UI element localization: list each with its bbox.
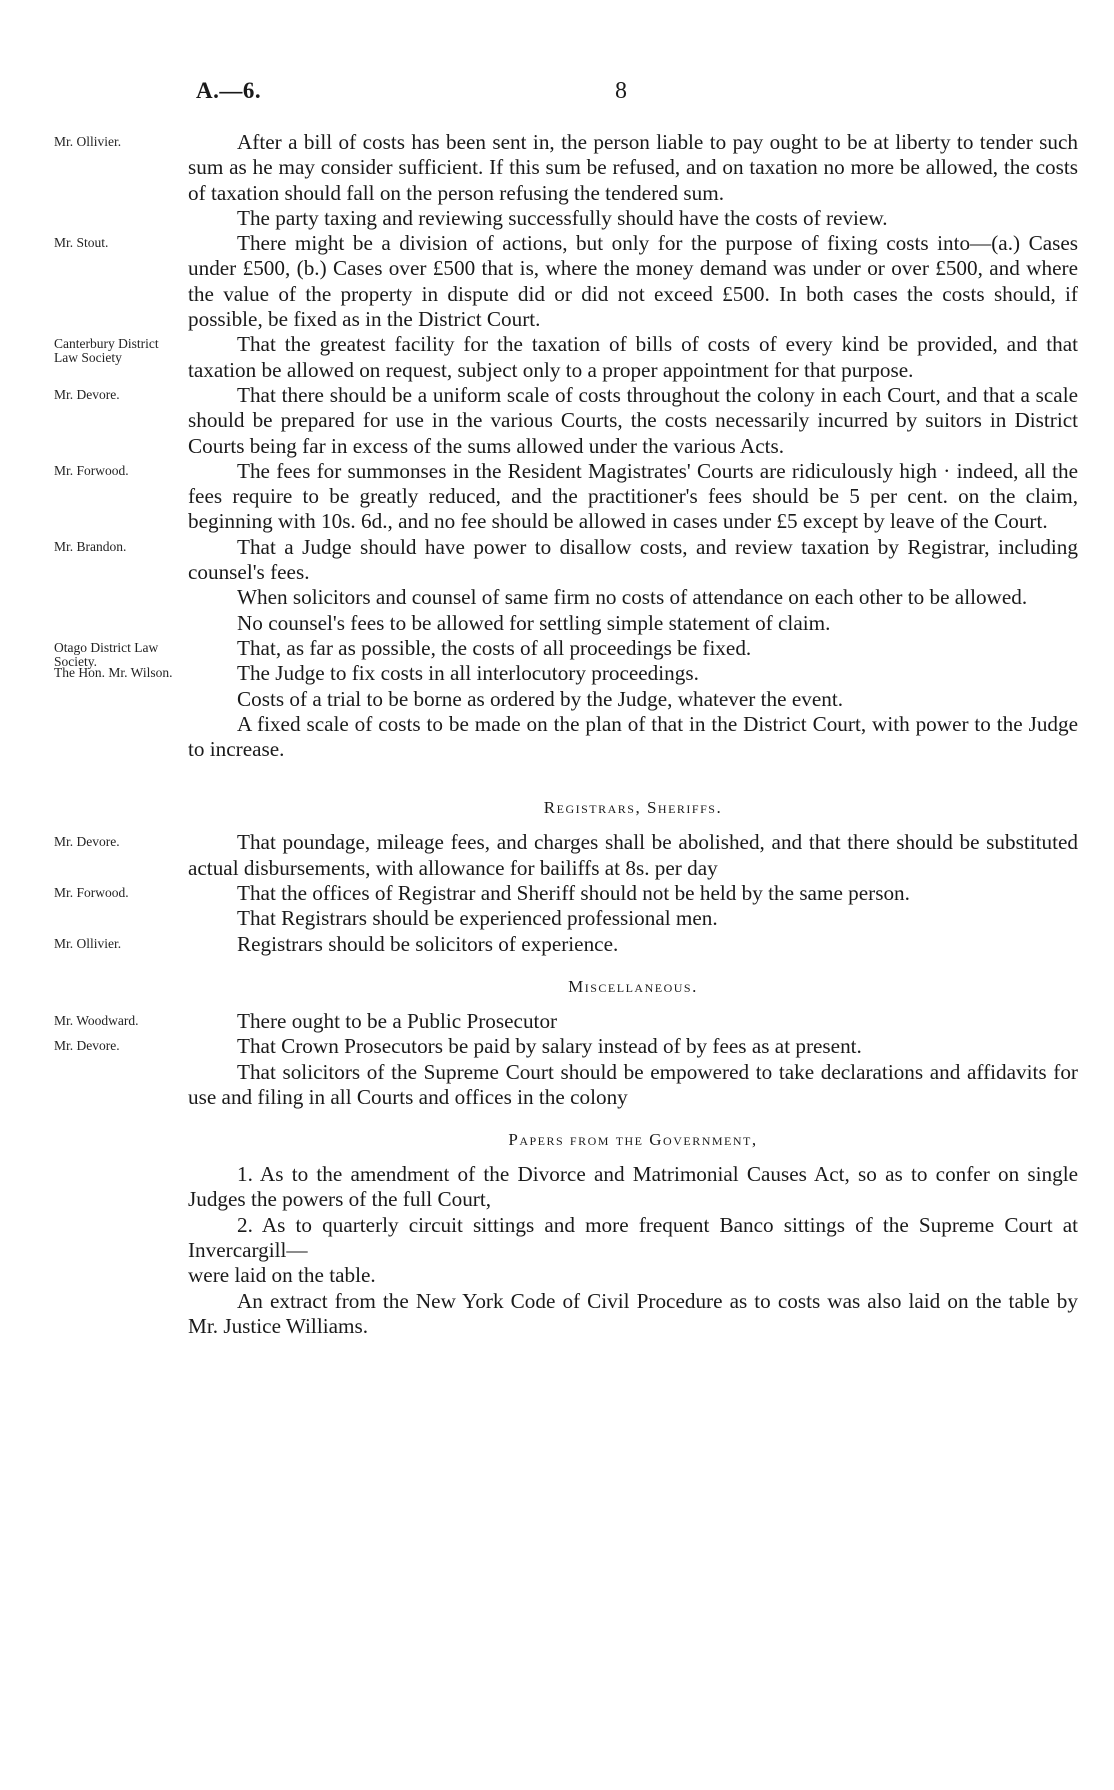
entry [0, 1213, 1114, 1264]
entry [0, 1263, 1114, 1288]
speaker-note: Canterbury District Law Society [54, 336, 159, 366]
entry [0, 661, 1114, 686]
section-heading-registrars: Registrars, Sheriffs. [543, 798, 723, 818]
entry [0, 687, 1114, 712]
entry [0, 459, 1114, 535]
speaker-note: Mr. Forwood. [54, 885, 129, 901]
speaker-note: Mr. Ollivier. [54, 935, 122, 951]
paragraph: That the greatest facility for the taxation of bills of costs of every kind be provided, and that taxation be allowed on request, subject only to a proper appointment for that purpose. [188, 332, 1078, 382]
entry [0, 881, 1114, 906]
paragraph: A fixed scale of costs to be made on the plan of that in the District Court, with power to the Judge to increase. [188, 711, 1078, 762]
entry [0, 1009, 1114, 1034]
entry [0, 611, 1114, 636]
paragraph: The Judge to fix costs in all interlocutory proceedings. [237, 661, 699, 686]
paragraph: After a bill of costs has been sent in, the person liable to pay ought to be at liberty to tender such sum as he may consider sufficient. If this sum be refused, and on taxation no more be allowed, the costs of taxation should fall on the person refusing the tendered sum. [188, 130, 1078, 205]
speaker-note: Mr. Devore. [54, 1038, 120, 1054]
speaker-note: Mr. Devore. [54, 386, 120, 402]
paragraph: That, as far as possible, the costs of all proceedings be fixed. [237, 635, 752, 660]
paragraph: That there should be a uniform scale of costs throughout the colony in each Court, and that a scale should be prepared for use in the various Courts, the costs necessarily incurred by suitors in District Courts being far in excess of the sums allowed under the various Acts. [188, 382, 1078, 458]
paragraph: 1. As to the amendment of the Divorce and Matrimonial Causes Act, so as to confer on single Judges the powers of the full Court, [188, 1162, 1078, 1212]
paragraph: That poundage, mileage fees, and charges shall be abolished, and that there should be substituted actual disbursements, with allowance for bailiffs at 8s. per day [188, 830, 1078, 880]
paragraph: That the offices of Registrar and Sheriff should not be held by the same person. [237, 881, 910, 906]
page-number: 8 [615, 78, 627, 104]
speaker-note: Mr. Brandon. [54, 538, 127, 554]
entry [0, 332, 1114, 383]
speaker-note: Mr. Stout. [54, 235, 109, 251]
paragraph: There ought to be a Public Prosecutor [237, 1008, 558, 1033]
entry [0, 830, 1114, 881]
paragraph: Registrars should be solicitors of experience. [237, 931, 619, 956]
paragraph: The fees for summonses in the Resident Magistrates' Courts are ridiculously high · indeed, all the fees require to be greatly reduced, and the practitioner's fees should be 5 per cent. on the claim, beginning with 10s. 6d., and no fee should be allowed in cases under £5 except by leave of the Court. [188, 458, 1078, 534]
paragraph: Costs of a trial to be borne as ordered by the Judge, whatever the event. [237, 686, 844, 711]
entry [0, 1034, 1114, 1059]
paragraph: An extract from the New York Code of Civil Procedure as to costs was also laid on the table by Mr. Justice Williams. [188, 1288, 1078, 1338]
speaker-note: Mr. Ollivier. [54, 134, 122, 149]
paragraph: That Crown Prosecutors be paid by salary instead of by fees as at present. [237, 1034, 862, 1059]
page-header [0, 78, 1114, 108]
section-heading-papers: Papers from the Government, [508, 1130, 758, 1150]
paragraph: 2. As to quarterly circuit sittings and more frequent Banco sittings of the Supreme Court at Invercargill— [188, 1212, 1078, 1262]
paragraph: No counsel's fees to be allowed for settling simple statement of claim. [237, 610, 831, 635]
entry [0, 906, 1114, 931]
speaker-note: Mr. Devore. [54, 834, 120, 850]
entry [0, 1060, 1114, 1111]
paragraph: The party taxing and reviewing successfully should have the costs of review. [237, 205, 888, 230]
entry [0, 1289, 1114, 1340]
entry [0, 635, 1114, 669]
speaker-note: Otago District Law Society. [54, 639, 159, 669]
paragraph: were laid on the table. [188, 1263, 376, 1288]
entry [0, 712, 1114, 763]
page-body [0, 130, 1114, 1339]
document-reference: A.—6. [196, 78, 262, 103]
paragraph: When solicitors and counsel of same firm no costs of attendance on each other to be allowed. [237, 585, 1028, 610]
entry [0, 1162, 1114, 1213]
entry [0, 206, 1114, 231]
paragraph: That a Judge should have power to disallow costs, and review taxation by Registrar, including counsel's fees. [188, 534, 1078, 585]
paragraph: That solicitors of the Supreme Court should be empowered to take declarations and affidavits for use and filing in all Courts and offices in the colony [188, 1059, 1078, 1109]
paragraph: That Registrars should be experienced professional men. [237, 906, 718, 931]
paragraph: There might be a division of actions, but only for the purpose of fixing costs into—(a.) Cases under £500, (b.) Cases over £500 that is, where the money demand was under or over £500, and where the value of the property in dispute did or did not exceed £500. In both cases the costs should, if possible, be fixed as in the District Court. [188, 231, 1078, 332]
speaker-note: Mr. Forwood. [54, 462, 129, 478]
entry [0, 383, 1114, 459]
entry [0, 585, 1114, 610]
entry [0, 231, 1114, 332]
speaker-note: Mr. Woodward. [54, 1012, 139, 1028]
speaker-note: The Hon. Mr. Wilson. [54, 665, 173, 681]
entry [0, 130, 1114, 206]
entry [0, 535, 1114, 586]
entry [0, 932, 1114, 957]
section-heading-miscellaneous: Miscellaneous. [568, 976, 698, 996]
